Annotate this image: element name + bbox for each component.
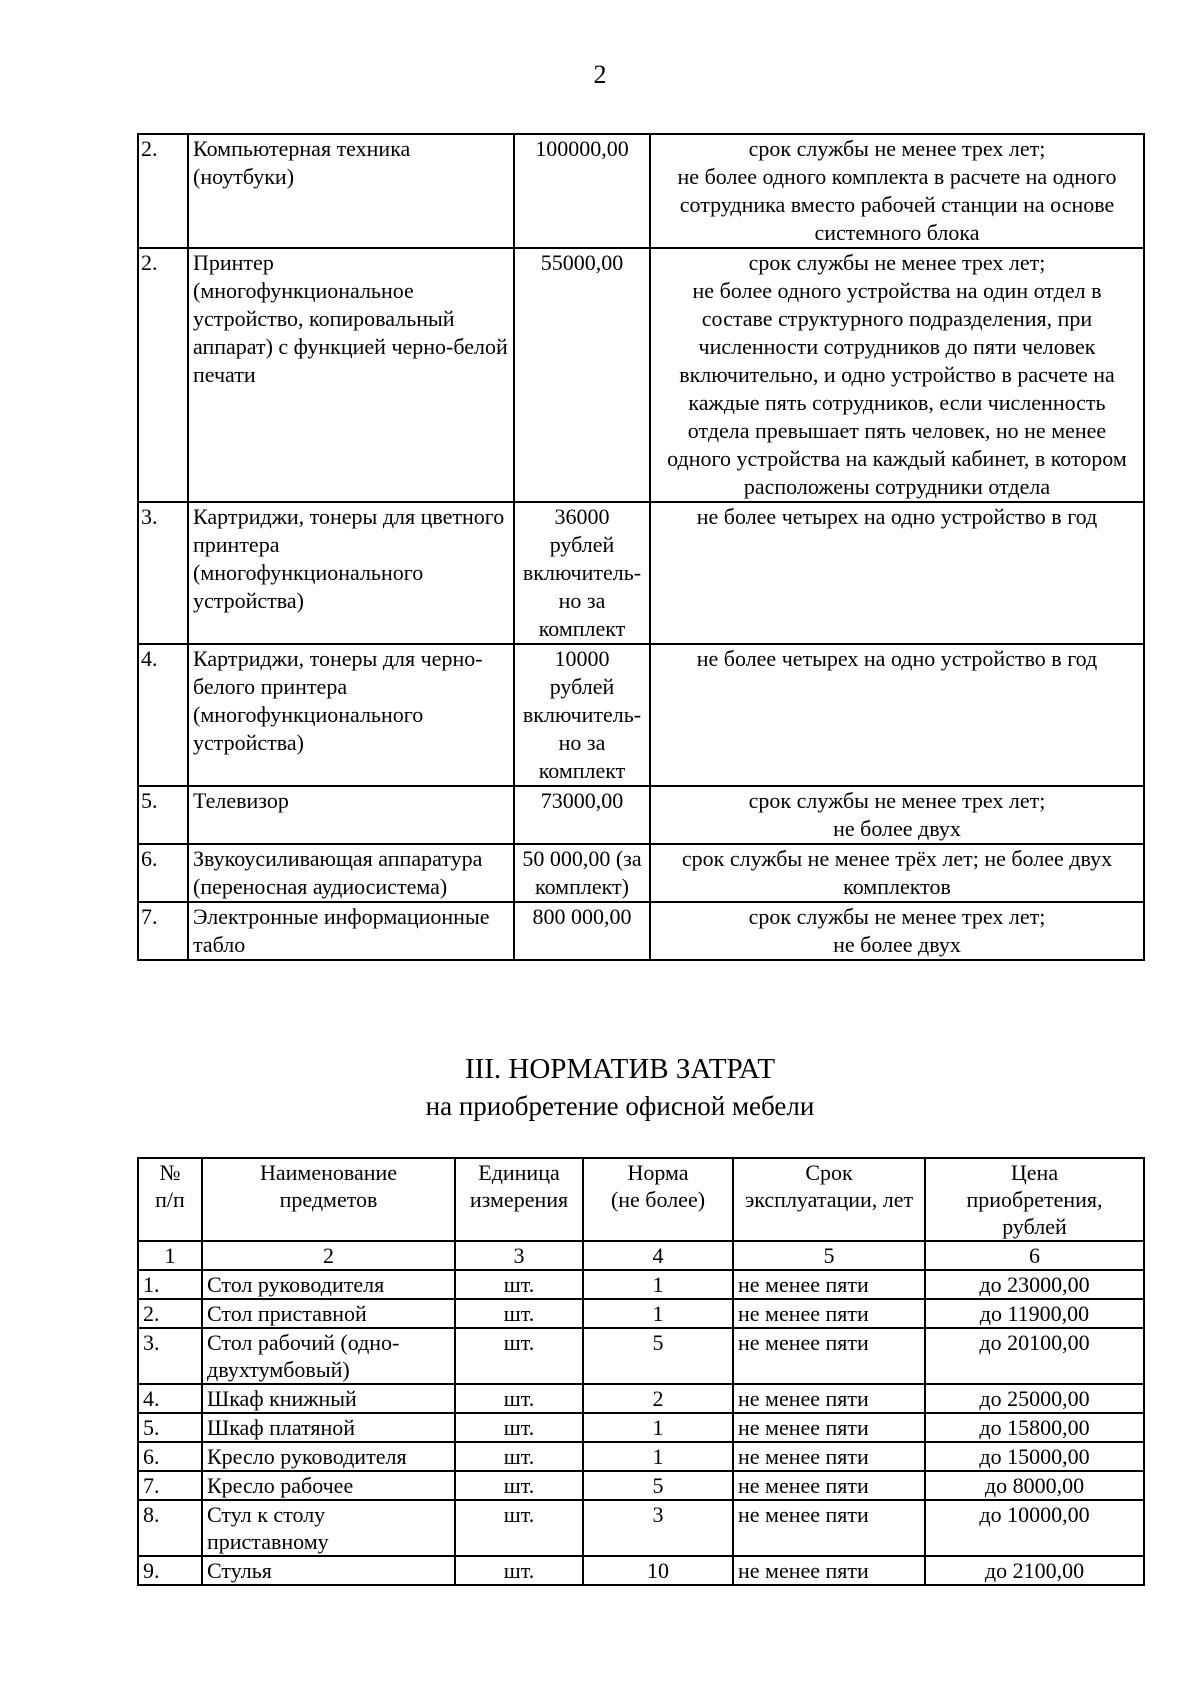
item-price: 800 000,00 [514,902,650,960]
item-unit: шт. [455,1328,583,1384]
item-price: до 8000,00 [925,1471,1144,1500]
item-term: не менее пяти [733,1556,925,1585]
table-row [138,786,1144,844]
item-condition: срок службы не менее трех лет; не более двух [650,786,1144,844]
table-header-row [138,1158,1144,1241]
item-term: не менее пяти [733,1413,925,1442]
section-heading: III. НОРМАТИВ ЗАТРАТ [464,1053,776,1085]
table-row [138,644,1144,786]
item-norm: 1 [583,1270,733,1299]
row-number: 4. [138,1384,202,1413]
table-row [138,1384,1144,1413]
item-price: 50 000,00 (за комплект) [514,844,650,902]
table-row [138,1413,1144,1442]
item-unit: шт. [455,1500,583,1556]
item-name: Стол руководителя [202,1270,455,1299]
item-term: не менее пяти [733,1442,925,1471]
item-price: до 20100,00 [925,1328,1144,1384]
item-price: до 10000,00 [925,1500,1144,1556]
item-price: до 23000,00 [925,1270,1144,1299]
page-number: 2 [593,60,607,89]
row-number: 7. [138,1471,202,1500]
table-row [138,248,1144,502]
item-name: Стол приставной [202,1299,455,1328]
furniture-norms-table [137,1157,1145,1586]
column-number-row [138,1241,1144,1270]
row-number: 9. [138,1556,202,1585]
row-number: 3. [138,502,188,644]
column-header: Единица измерения [455,1158,583,1241]
item-name: Шкаф книжный [202,1384,455,1413]
column-number: 3 [455,1241,583,1270]
table-row [138,1270,1144,1299]
row-number: 2. [138,134,188,248]
column-number: 5 [733,1241,925,1270]
row-number: 5. [138,786,188,844]
item-name: Шкаф платяной [202,1413,455,1442]
column-number: 1 [138,1241,202,1270]
item-price: 55000,00 [514,248,650,502]
row-number: 2. [138,1299,202,1328]
item-unit: шт. [455,1471,583,1500]
item-norm: 3 [583,1500,733,1556]
row-number: 3. [138,1328,202,1384]
item-name: Принтер (многофункциональное устройство, копировальный аппарат) с функцией черно-белой печати [188,248,514,502]
item-price: 10000 рублей включитель- но за комплект [514,644,650,786]
item-condition: не более четырех на одно устройство в год [650,644,1144,786]
item-name: Звукоусиливающая аппаратура (переносная аудиосистема) [188,844,514,902]
item-name: Электронные информационные табло [188,902,514,960]
item-name: Стулья [202,1556,455,1585]
item-name: Кресло рабочее [202,1471,455,1500]
item-unit: шт. [455,1413,583,1442]
row-number: 5. [138,1413,202,1442]
item-unit: шт. [455,1384,583,1413]
table-row [138,502,1144,644]
table-row [138,844,1144,902]
item-term: не менее пяти [733,1328,925,1384]
column-header: Норма (не более) [583,1158,733,1241]
item-norm: 2 [583,1384,733,1413]
item-price: до 25000,00 [925,1384,1144,1413]
item-norm: 1 [583,1442,733,1471]
item-name: Стол рабочий (одно-двухтумбовый) [202,1328,455,1384]
item-price: до 2100,00 [925,1556,1144,1585]
item-term: не менее пяти [733,1471,925,1500]
item-name: Картриджи, тонеры для цветного принтера (многофункционального устройства) [188,502,514,644]
table-row [138,1556,1144,1585]
item-price: до 15000,00 [925,1442,1144,1471]
item-name: Компьютерная техника (ноутбуки) [188,134,514,248]
row-number: 8. [138,1500,202,1556]
table-row [138,1500,1144,1556]
item-norm: 1 [583,1413,733,1442]
table-row [138,902,1144,960]
table-row [138,1328,1144,1384]
item-condition: срок службы не менее трех лет; не более двух [650,902,1144,960]
item-norm: 5 [583,1328,733,1384]
item-unit: шт. [455,1270,583,1299]
row-number: 6. [138,1442,202,1471]
item-price: 100000,00 [514,134,650,248]
item-condition: срок службы не менее трех лет; не более одного устройства на один отдел в составе структурного подразделения, при численности сотрудников до пяти человек включительно, и одно устройство в расчете на каждые пять сотрудников, если численность отдела превышает пять человек, но не менее одного устройства на каждый кабинет, в котором расположены сотрудники отдела [650,248,1144,502]
section-subheading: на приобретение офисной мебели [425,1091,815,1121]
row-number: 6. [138,844,188,902]
item-price: 36000 рублей включитель- но за комплект [514,502,650,644]
item-price: до 11900,00 [925,1299,1144,1328]
item-norm: 5 [583,1471,733,1500]
column-number: 4 [583,1241,733,1270]
item-unit: шт. [455,1299,583,1328]
row-number: 1. [138,1270,202,1299]
item-unit: шт. [455,1442,583,1471]
item-norm: 10 [583,1556,733,1585]
item-term: не менее пяти [733,1384,925,1413]
table-row [138,1299,1144,1328]
table-row [138,1442,1144,1471]
item-name: Стул к столу приставному [202,1500,455,1556]
column-number: 2 [202,1241,455,1270]
item-name: Кресло руководителя [202,1442,455,1471]
column-header: Цена приобретения, рублей [925,1158,1144,1241]
column-number: 6 [925,1241,1144,1270]
item-condition: не более четырех на одно устройство в год [650,502,1144,644]
item-norm: 1 [583,1299,733,1328]
table-row [138,1471,1144,1500]
table-row [138,134,1144,248]
item-price: 73000,00 [514,786,650,844]
equipment-norms-table [137,133,1145,961]
item-term: не менее пяти [733,1500,925,1556]
row-number: 2. [138,248,188,502]
row-number: 7. [138,902,188,960]
column-header: Срок эксплуатации, лет [733,1158,925,1241]
column-header: № п/п [138,1158,202,1241]
row-number: 4. [138,644,188,786]
item-price: до 15800,00 [925,1413,1144,1442]
item-unit: шт. [455,1556,583,1585]
item-condition: срок службы не менее трёх лет; не более двух комплектов [650,844,1144,902]
column-header: Наименование предметов [202,1158,455,1241]
item-name: Телевизор [188,786,514,844]
item-condition: срок службы не менее трех лет; не более одного комплекта в расчете на одного сотрудника вместо рабочей станции на основе системного блока [650,134,1144,248]
item-term: не менее пяти [733,1299,925,1328]
item-term: не менее пяти [733,1270,925,1299]
item-name: Картриджи, тонеры для черно-белого принтера (многофункционального устройства) [188,644,514,786]
